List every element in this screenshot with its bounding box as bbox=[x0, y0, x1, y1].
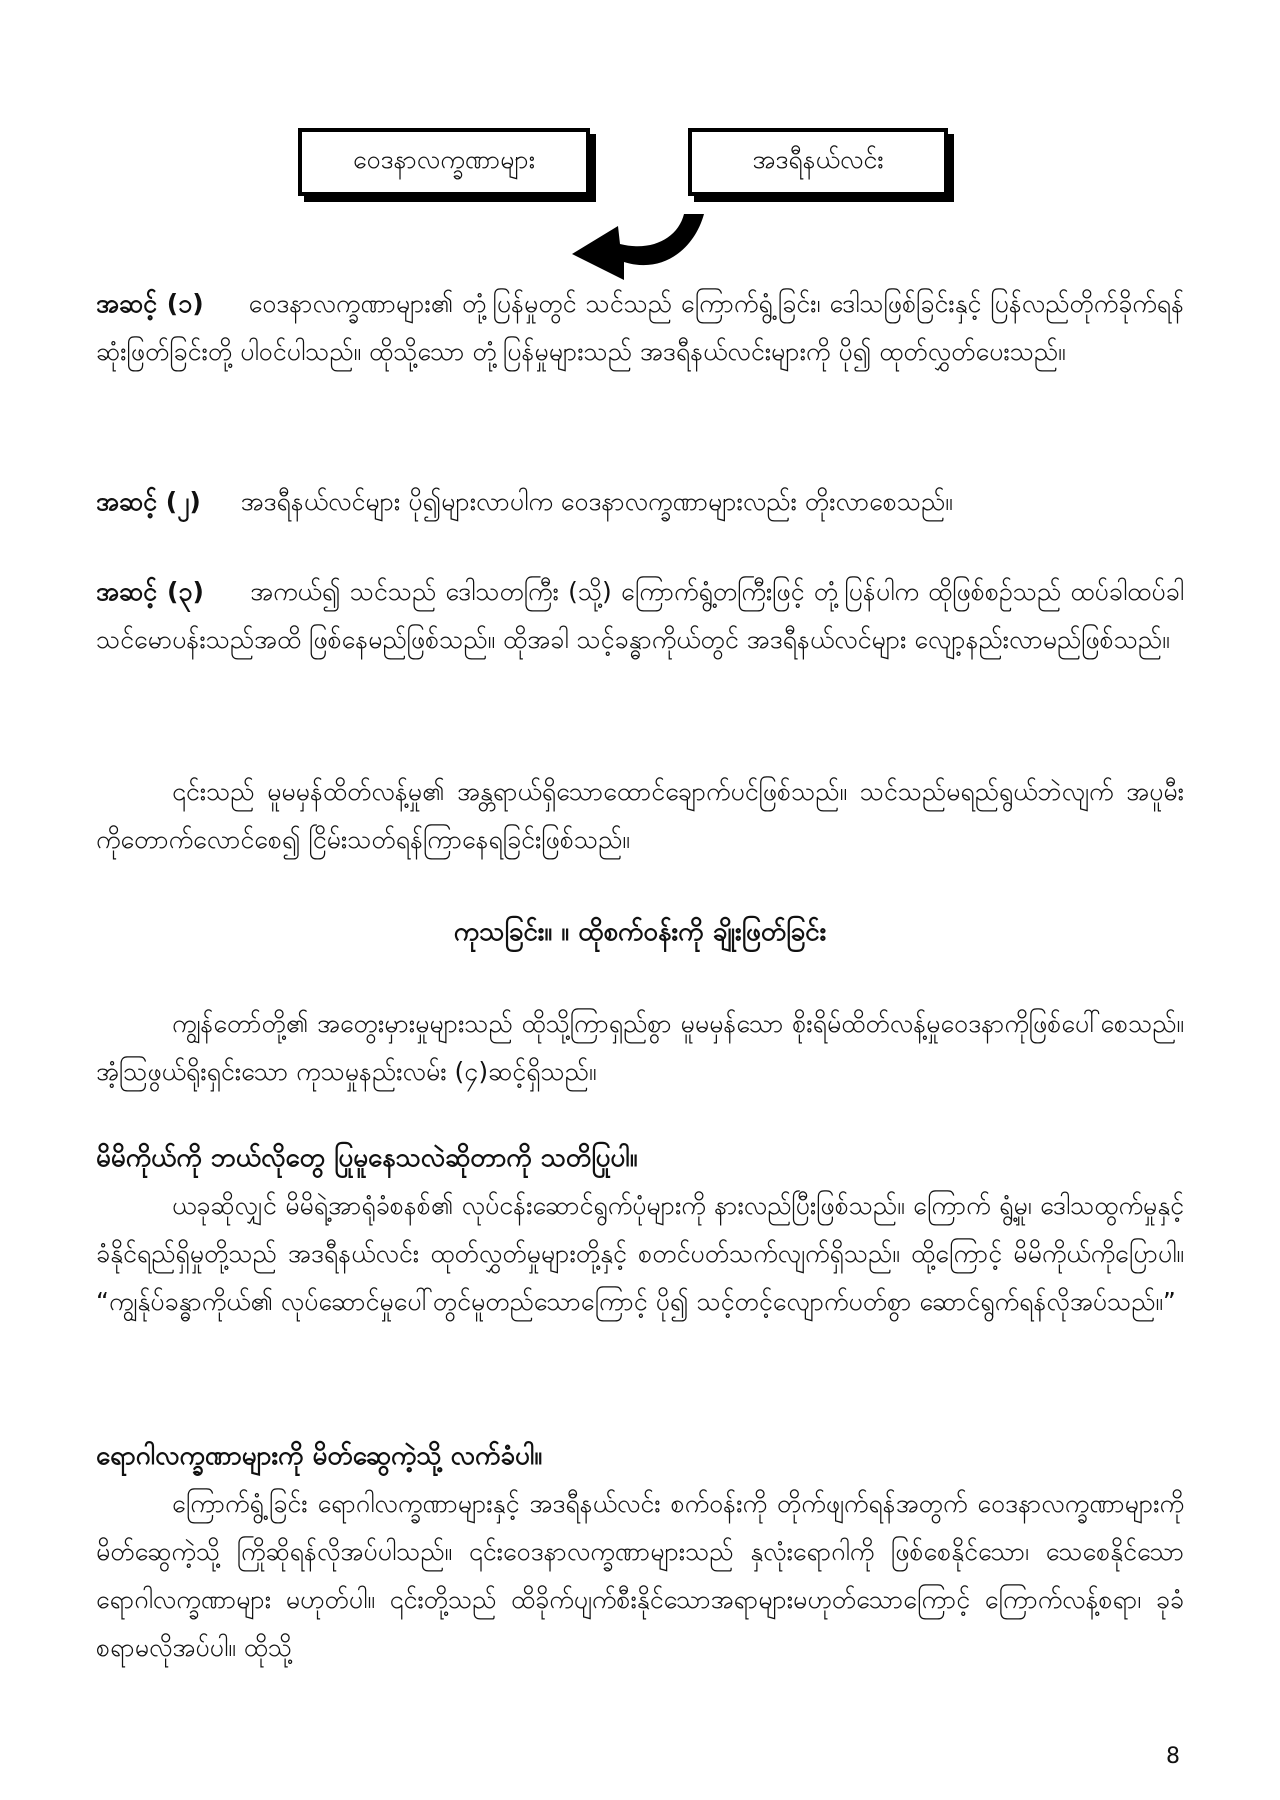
curved-arrow-icon bbox=[566, 208, 716, 288]
treatment-heading: ကုသခြင်း။ ။ ထိုစက်ဝန်းကို ချိုးဖြတ်ခြင်း bbox=[453, 917, 827, 947]
step-2-text: အဒရီနယ်လင်များ ပို၍များလာပါက ဝေဒနာလက္ခဏာများလည်း တိုးလာစေသည်။ bbox=[240, 487, 953, 516]
step-1-label: အဆင့် (၁) bbox=[96, 289, 204, 318]
step-1-paragraph bbox=[96, 280, 1184, 376]
awareness-paragraph: ယခုဆိုလျှင် မိမိရဲ့အာရုံခံစနစ်၏ လုပ်ငန်းဆောင်ရွက်ပုံများကို နားလည်ပြီးဖြစ်သည်။ ကြောက် ရွံ့မှု၊ ဒေါသထွက်မှုနှင့် ခံနိုင်ရည်ရှိမှုတို့သည် အဒရီနယ်လင်း ထုတ်လွှတ်မှုများတို့နှင့် စတင်ပတ်သက်လျက်ရှိသည်။ ထို့ကြောင့် မိမိကိုယ်ကိုပြောပါ။ “ကျွန်ုပ်ခန္ဓာကိုယ်၏ လုပ်ဆောင်မှုပေါ်တွင်မူတည်သောကြောင့် ပို၍ သင့်တင့်လျောက်ပတ်စွာ ဆောင်ရွက်ရန်လိုအပ်သည်။” bbox=[96, 1191, 1184, 1316]
page-number: 8 bbox=[1166, 1744, 1180, 1769]
step-3-paragraph bbox=[96, 568, 1184, 664]
box-symptoms-label: ဝေဒနာလက္ခဏာများ bbox=[352, 144, 536, 174]
step-1-text: ဝေဒနာလက္ခဏာများ၏ တုံ့ပြန်မှုတွင် သင်သည် ကြောက်ရွံ့ခြင်း၊ ဒေါသဖြစ်ခြင်းနှင့် ပြန်လည်တိုက်ခိုက်ရန် ဆုံးဖြတ်ခြင်းတို့ ပါဝင်ပါသည်။ ထိုသို့သော တုံ့ပြန်မှုများသည် အဒရီနယ်လင်းများကို ပို၍ ထုတ်လွှတ်ပေးသည်။ bbox=[96, 289, 1185, 366]
trap-paragraph: ၎င်းသည် မူမမှန်ထိတ်လန့်မှု၏ အန္တရာယ်ရှိသောထောင်ချောက်ပင်ဖြစ်သည်။ သင်သည်မရည်ရွယ်ဘဲလျက် အပူမီးကိုတောက်လောင်စေ၍ ငြိမ်းသတ်ရန်ကြာနေရခြင်းဖြစ်သည်။ bbox=[96, 777, 1184, 854]
step-3-text: အကယ်၍ သင်သည် ဒေါသတကြီး (သို့) ကြောက်ရွံ့တကြီးဖြင့် တုံ့ပြန်ပါက ထိုဖြစ်စဉ်သည် ထပ်ခါထပ်ခါ သင်မောပန်းသည်အထိ ဖြစ်နေမည်ဖြစ်သည်။ ထိုအခါ သင့်ခန္ဓာကိုယ်တွင် အဒရီနယ်လင်များ လျော့နည်းလာမည်ဖြစ်သည်။ bbox=[96, 577, 1184, 654]
accept-symptoms-paragraph: ကြောက်ရွံ့ခြင်း ရောဂါလက္ခဏာများနှင့် အဒရီနယ်လင်း စက်ဝန်းကို တိုက်ဖျက်ရန်အတွက် ဝေဒနာလက္ခဏာများကို မိတ်ဆွေကဲ့သို့ ကြိုဆိုရန်လိုအပ်ပါသည်။ ၎င်းဝေဒနာလက္ခဏာများသည် နှလုံးရောဂါကို ဖြစ်စေနိုင်သော၊ သေစေနိုင်သောရောဂါလက္ခဏာများ မဟုတ်ပါ။ ၎င်းတို့သည် ထိခိုက်ပျက်စီးနိုင်သောအရာများမဟုတ်သောကြောင့် ကြောက်လန့်စရာ၊ ခုခံစရာမလိုအပ်ပါ။ ထိုသို့ bbox=[96, 1489, 1184, 1662]
step-2-paragraph bbox=[96, 478, 1184, 526]
box-adrenaline bbox=[688, 128, 948, 196]
step-2-label: အဆင့် (၂) bbox=[96, 487, 201, 516]
treatment-intro-paragraph: ကျွန်တော်တို့၏ အတွေးမှားမှုများသည် ထိုသို့ကြာရှည်စွာ မူမမှန်သော စိုးရိမ်ထိတ်လန့်မှုဝေဒနာကိုဖြစ်ပေါ်စေသည်။ အံ့သြဖွယ်ရိုးရှင်းသော ကုသမှုနည်းလမ်း (၄)ဆင့်ရှိသည်။ bbox=[96, 1009, 1184, 1086]
accept-symptoms-heading: ရောဂါလက္ခဏာများကို မိတ်ဆွေကဲ့သို့ လက်ခံပါ။ bbox=[96, 1441, 543, 1471]
awareness-heading: မိမိကိုယ်ကို ဘယ်လိုတွေ ပြုမူနေသလဲဆိုတာကို သတိပြုပါ။ bbox=[96, 1143, 638, 1173]
step-3-label: အဆင့် (၃) bbox=[96, 577, 204, 606]
box-adrenaline-label: အဒရီနယ်လင်း bbox=[752, 144, 884, 174]
box-symptoms bbox=[298, 128, 590, 196]
